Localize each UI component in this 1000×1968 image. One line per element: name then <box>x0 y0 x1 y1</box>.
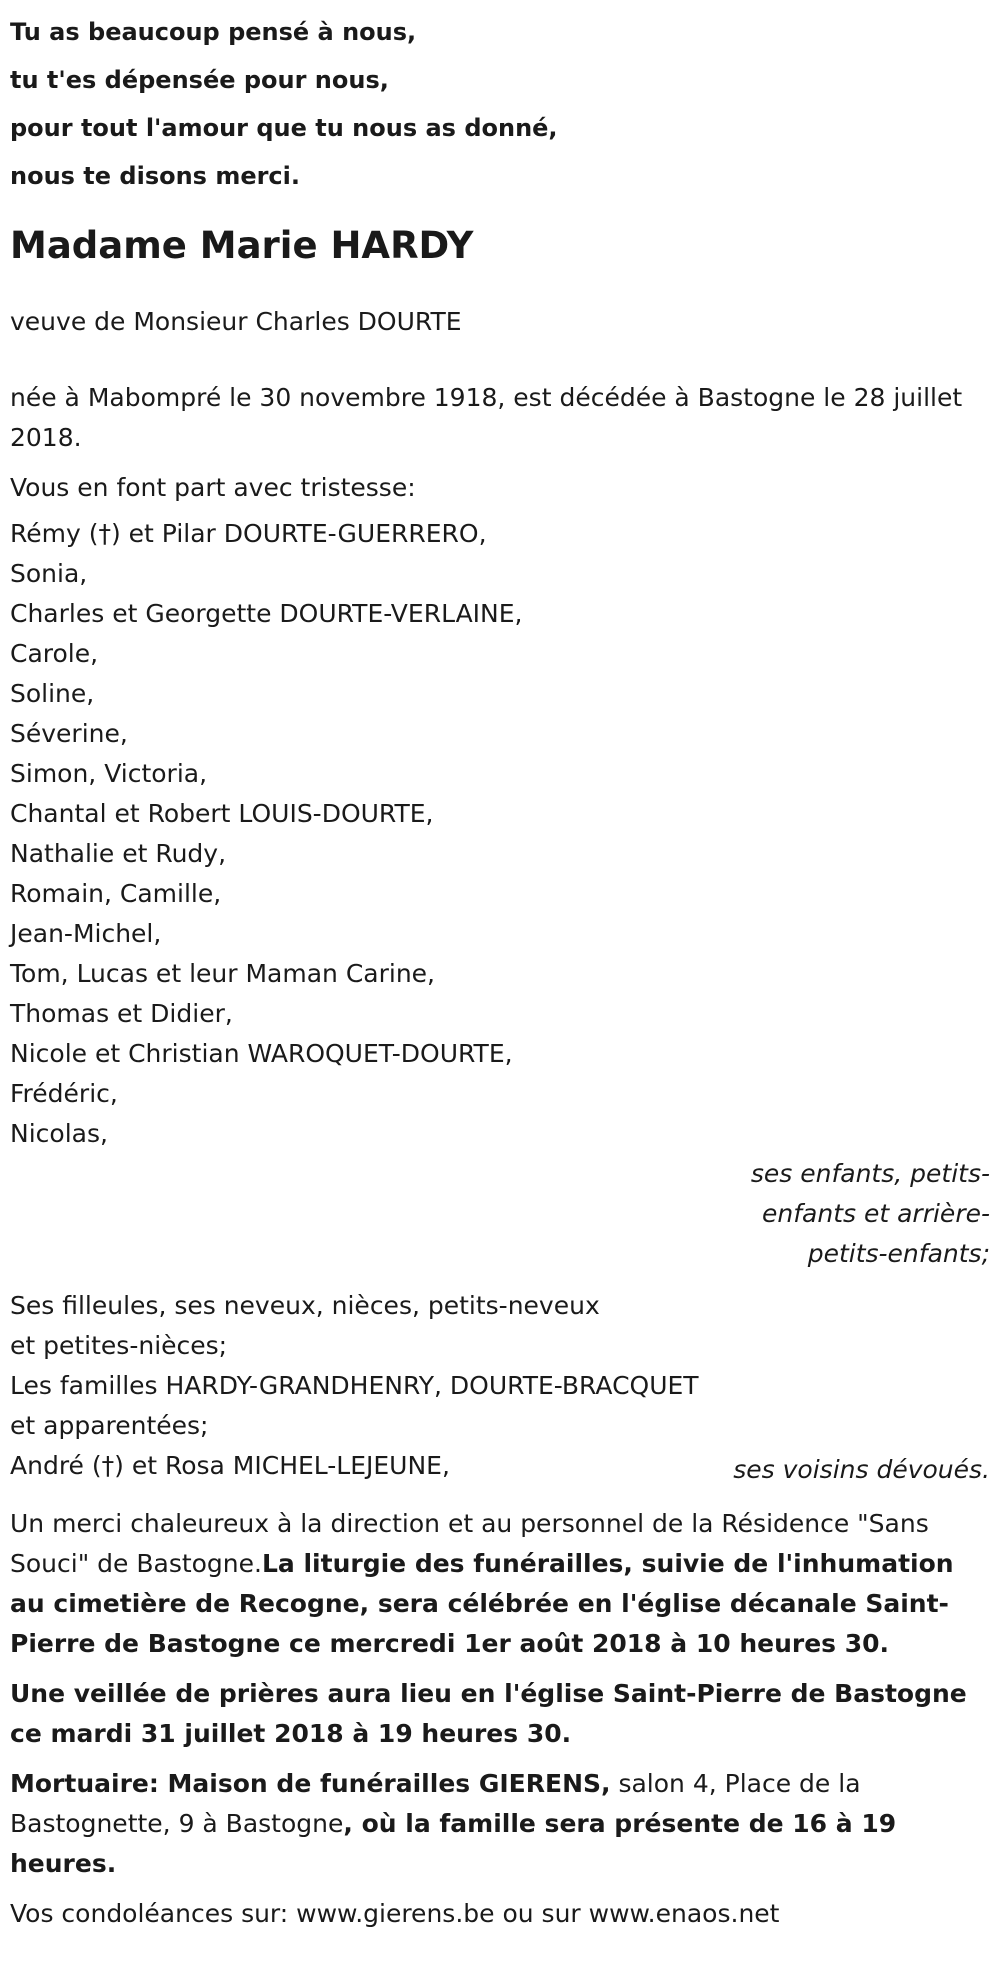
deceased-name: Madame Marie HARDY <box>10 224 474 267</box>
family-relation <box>10 1154 990 1274</box>
relative-line: André (†) et Rosa MICHEL-LEJEUNE, <box>10 1451 450 1480</box>
family-member: Romain, Camille, <box>10 879 222 908</box>
family-member: Sonia, <box>10 559 88 588</box>
condolences-info: Vos condoléances sur: www.gierens.be ou sur www.enaos.net <box>10 1899 780 1928</box>
thanks-text: Un merci chaleureux à la direction et au personnel de la Résidence "Sans Souci" de Bastogne. <box>10 1509 929 1578</box>
mortuary-address: salon 4, Place de la Bastognette, 9 à Bastogne <box>10 1769 861 1838</box>
family-relation-line: enfants et arrière- <box>762 1199 990 1228</box>
obituary-notice <box>10 0 1000 1934</box>
poem-line: Tu as beaucoup pensé à nous, <box>10 18 417 46</box>
widow-of: veuve de Monsieur Charles DOURTE <box>10 307 462 336</box>
vigil-info: Une veillée de prières aura lieu en l'église Saint-Pierre de Bastogne ce mardi 31 juillet 2018 à 19 heures 30. <box>10 1679 967 1748</box>
family-relation-line: ses enfants, petits- <box>750 1159 990 1188</box>
poem-line: tu t'es dépensée pour nous, <box>10 66 389 94</box>
neighbors-relation: ses voisins dévoués. <box>733 1455 990 1484</box>
family-member: Simon, Victoria, <box>10 759 208 788</box>
family-list <box>10 514 1000 1154</box>
poem <box>10 8 1000 200</box>
family-member: Séverine, <box>10 719 128 748</box>
family-member: Rémy (†) et Pilar DOURTE-GUERRERO, <box>10 519 487 548</box>
family-member: Thomas et Didier, <box>10 999 233 1028</box>
family-member: Nathalie et Rudy, <box>10 839 227 868</box>
family-member: Soline, <box>10 679 95 708</box>
relative-line: Ses filleules, ses neveux, nièces, petits-neveux <box>10 1291 600 1320</box>
poem-line: pour tout l'amour que tu nous as donné, <box>10 114 558 142</box>
relative-line: Les familles HARDY-GRANDHENRY, DOURTE-BRACQUET <box>10 1371 699 1400</box>
mortuary-info <box>10 1764 990 1884</box>
family-member: Carole, <box>10 639 99 668</box>
family-relation-line: petits-enfants; <box>807 1239 990 1268</box>
relative-line: et petites-nièces; <box>10 1331 228 1360</box>
family-member: Nicolas, <box>10 1119 108 1148</box>
family-member: Nicole et Christian WAROQUET-DOURTE, <box>10 1039 513 1068</box>
birth-death-info: née à Mabompré le 30 novembre 1918, est décédée à Bastogne le 28 juillet 2018. <box>10 383 963 452</box>
family-member: Charles et Georgette DOURTE-VERLAINE, <box>10 599 523 628</box>
announcement-intro: Vous en font part avec tristesse: <box>10 473 416 502</box>
mortuary-name: Mortuaire: Maison de funérailles GIERENS, <box>10 1769 611 1798</box>
funeral-info-text: La liturgie des funérailles, suivie de l'inhumation au cimetière de Recogne, sera célébrée en l'église décanale Saint-Pierre de Bastogne ce mercredi 1er août 2018 à 10 heures 30. <box>10 1549 954 1658</box>
poem-line: nous te disons merci. <box>10 162 301 190</box>
thanks-and-funeral-info <box>10 1504 990 1664</box>
family-member: Chantal et Robert LOUIS-DOURTE, <box>10 799 434 828</box>
family-member: Tom, Lucas et leur Maman Carine, <box>10 959 435 988</box>
relative-line: et apparentées; <box>10 1411 209 1440</box>
family-member: Frédéric, <box>10 1079 118 1108</box>
family-member: Jean-Michel, <box>10 919 162 948</box>
mortuary-visiting-hours: , où la famille sera présente de 16 à 19 heures. <box>10 1809 897 1878</box>
